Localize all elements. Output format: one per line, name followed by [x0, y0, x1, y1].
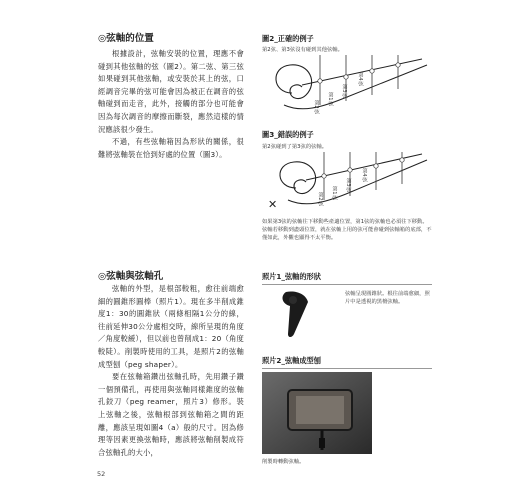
photo1-title: 照片1_弦軸的形狀 — [262, 272, 321, 281]
string-label: 第3弦 — [341, 84, 347, 98]
photo1-caption: 弦軸呈現圓錐狀。根往前端愈細，照片中是透視的黑檀弦軸。 — [345, 291, 430, 305]
section-heading-peg-position: ◎弦軸的位置 — [98, 33, 154, 44]
photo2-peg-shaper-image — [262, 372, 372, 454]
paragraph: 根據設計，弦軸安裝的位置，理應不會碰到其他弦軸的弦（圖2）。第二弦、第三弦如果碰到其他弦軸，或安裝於其上的弦，口經調音完畢的弦可能會因為被正在調音的弦軸碰到而走音，此外，接觸的部分也可能會因為每次調音的摩擦而斷裂，應然這樣的情況應該很少發生。 — [98, 49, 244, 134]
page-number: 52 — [97, 470, 106, 478]
paragraph: 不過，有些弦軸箱因為形狀的關係，很難將弦軸裝在恰到好處的位置（圖3）。 — [98, 137, 244, 159]
wrong-x-mark: ✕ — [268, 198, 278, 211]
paragraph: 弦軸的外型，是根部較粗，愈往前端愈細的圓錐形圓棒（照片1）。現在多半削成錐度1：30的圓錐狀（兩條相隔1公分的線，往前延伸30公分處相交時，線所呈現的角度／角度較緩），但以前也曾削成1：20（角度較陡）。削製時使用的工具，是照片2的弦軸成型刨（peg shaper）。 — [98, 284, 244, 369]
divider — [262, 284, 432, 285]
string-label: 第2弦 — [313, 100, 319, 114]
photo2-caption: 削製時轉動弦軸。 — [262, 459, 305, 465]
string-label: 第1弦 — [327, 92, 333, 106]
section-heading-peg-and-hole: ◎弦軸與弦軸孔 — [98, 271, 164, 282]
divider — [262, 368, 432, 369]
section-peg-and-hole-body — [98, 283, 244, 459]
section-peg-position-body — [98, 48, 244, 161]
string-label: 第2弦 — [317, 192, 323, 206]
string-label: 第4弦 — [357, 72, 363, 86]
paragraph: 要在弦軸箱鑽出弦軸孔時，先用鑽子鑽一個預備孔，再使用與弦軸同樣錐度的弦軸孔鉸刀（peg reamer，照片3）修形。裝上弦軸之後，弦軸根部到弦軸箱之間的距離，應該呈現如圖4（a）般的尺寸。因為修理等因素更換弦軸時，應該將弦軸削製成符合弦軸孔的大小， — [98, 372, 244, 457]
string-label: 第3弦 — [345, 178, 351, 192]
string-label: 第4弦 — [361, 168, 367, 182]
figure2-subtitle: 第2弦、第3弦沒有碰到其他弦軸。 — [262, 47, 343, 53]
figure3-title: 圖3_錯誤的例子 — [262, 130, 314, 139]
figure3-subtitle: 第2弦碰到了第3弦的弦軸。 — [262, 144, 328, 150]
photo2-title: 照片2_弦軸成型刨 — [262, 356, 321, 365]
string-label: 第1弦 — [331, 186, 337, 200]
figure2-title: 圖2_正確的例子 — [262, 34, 314, 43]
figure3-caption: 如果第3弦的弦軸往下移動些產適位置，第1弦的弦軸也必須往下移動。弦軸若移動到盡頭位置，就在弦軸上用的弦可能會碰到弦軸箱的底部，不僅如此，外觀也顯得不太平衡。 — [262, 219, 432, 241]
photo1-peg-image — [262, 288, 342, 344]
